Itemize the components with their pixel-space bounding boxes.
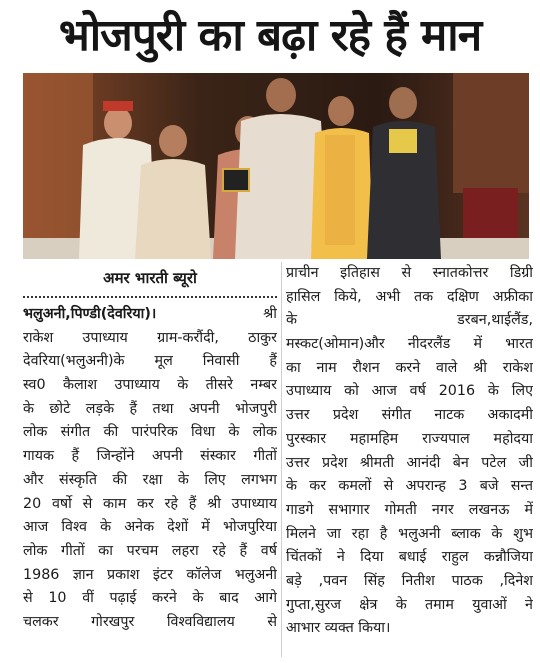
article-line: चलकर गोरखपुर विश्वविद्यालय से xyxy=(23,613,277,630)
article-line: उपाध्याय को आज वर्ष 2016 के लिए xyxy=(286,383,533,400)
right-column xyxy=(286,262,533,641)
article-line: बड़े ,पवन सिंह नितीश पाठक ,दिनेश xyxy=(286,572,533,589)
article-line: 1986 ज्ञान प्रकाश इंटर कॉलेज भलुअनी xyxy=(23,566,277,583)
article-line: आभार व्यक्त किया। xyxy=(286,620,391,637)
article-line: गायक हैं जिन्होंने अपनी संस्कार गीतों xyxy=(23,448,277,465)
article-line: उत्तर प्रदेश श्रीमती आनंदी बेन पटेल जी xyxy=(286,454,533,471)
ceremony-illustration xyxy=(23,73,529,259)
article-line: हासिल किये, अभी तक दक्षिण अफ्रीका xyxy=(286,288,533,305)
article-line: उत्तर प्रदेश संगीत नाटक अकादमी xyxy=(286,407,533,424)
article-line: गाडगे सभागार गोमती नगर लखनऊ में xyxy=(286,501,533,518)
article-line: राकेश उपाध्याय ग्राम-करौंदी, ठाकुर xyxy=(23,329,277,346)
dateline-line xyxy=(23,303,277,327)
headline: भोजपुरी का बढ़ा रहे हैं मान xyxy=(58,10,482,61)
article-line: के डरबन,थाईलैंड, xyxy=(286,312,533,329)
article-line: से 10 वीं पढ़ाई करने के बाद आगे xyxy=(23,590,277,607)
article-line: मस्कट(ओमान)और नीदरलैंड में भारत xyxy=(286,336,533,353)
article-line: देवरिया(भलुअनी)के मूल निवासी हैं xyxy=(23,353,277,370)
article-line: के छोटे लड़के हैं तथा अपनी भोजपुरी xyxy=(23,400,277,417)
award-ceremony-photo xyxy=(23,73,529,259)
left-column xyxy=(23,262,277,635)
dateline: भलुअनी,पिण्डी(देवरिया)। xyxy=(23,306,157,322)
article-line: मिलने जा रहा है भलुअनी ब्लाक के शुभ xyxy=(286,525,533,542)
article-line: पुरस्कार महामहिम राज्यपाल महोदया xyxy=(286,430,533,447)
article-line: के कर कमलों से अपरान्ह 3 बजे सन्त xyxy=(286,478,533,495)
column-divider xyxy=(281,262,282,657)
article-line: प्राचीन इतिहास से स्नातकोत्तर डिग्री xyxy=(286,265,533,281)
article-line: गुप्ता,सुरज क्षेत्र के तमाम युवाओं ने xyxy=(286,596,533,613)
byline: अमर भारती ब्यूरो xyxy=(103,269,197,287)
article-line: लोक संगीत की पारंपरिक विधा के लोक xyxy=(23,424,277,441)
article-line: लोक गीतों का परचम लहरा रहे हैं वर्ष xyxy=(23,542,277,559)
article-line: चिंतकों ने दिया बधाई राहुल कन्नौजिया xyxy=(286,549,533,566)
article-line: आज विश्व के अनेक देशों में भोजपुरिया xyxy=(23,519,277,536)
article-text: श्री xyxy=(263,306,277,322)
article-line: स्व0 कैलाश उपाध्याय के तीसरे नम्बर xyxy=(23,377,277,394)
article-line: और संस्कृति की रक्षा के लिए लगभग xyxy=(23,471,277,488)
byline-divider xyxy=(23,296,277,298)
article-line: 20 वर्षो से काम कर रहे हैं श्री उपाध्याय xyxy=(23,495,277,512)
article-line: का नाम रौशन करने वाले श्री राकेश xyxy=(286,359,533,376)
